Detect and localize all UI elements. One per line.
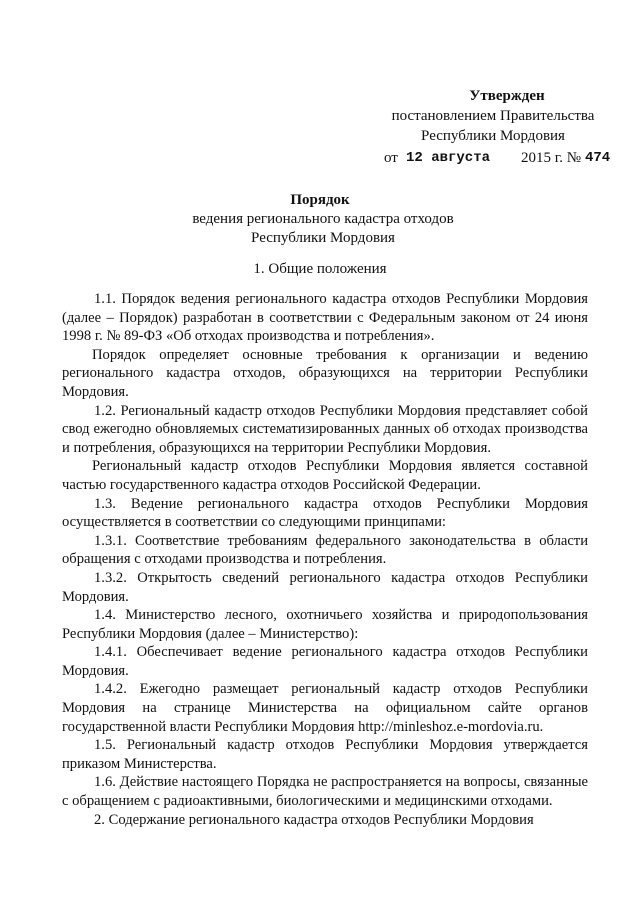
section-1-title: 1. Общие положения (253, 261, 387, 277)
paragraph-1-6: 1.6. Действие настоящего Порядка не распространяется на вопросы, связанные с обращением с радиоактивными, биологическими и медицинскими отходами. (62, 774, 588, 810)
paragraph-1-3-1: 1.3.1. Соответствие требованиям федерального законодательства в области обращения с отходами производства и потребления. (62, 532, 588, 568)
approval-date-day-month: 12 августа (406, 150, 491, 166)
approval-date (378, 148, 611, 170)
paragraph-1-1: 1.1. Порядок ведения регионального кадастра отходов Республики Мордовия (далее – Порядок) разработан в соответствии с Федеральным законом от 24 июня 1998 г. № 89-ФЗ «Об отходах производства и потребления». (62, 291, 588, 345)
approval-line-2: Республики Мордовия (421, 128, 565, 144)
approval-date-year: 2015 г. № (521, 150, 582, 166)
paragraph-1-2: 1.2. Региональный кадастр отходов Республики Мордовия представляет собой свод ежегодно обновляемых систематизированных данных об отходах производства и потребления, образующихся на территории Республики Мордовия. (62, 402, 588, 456)
paragraph-1-3-2: 1.3.2. Открытость сведений регионального кадастра отходов Республики Мордовия. (62, 569, 588, 605)
approval-number: 474 (585, 150, 611, 166)
approval-date-prefix: от (384, 150, 398, 166)
approval-block (378, 86, 611, 170)
paragraph-1-1-b: Порядок определяет основные требования к организации и ведению регионального кадастра отходов, образующихся на территории Республики Мордовия. (62, 346, 588, 400)
document-subtitle-1: ведения регионального кадастра отходов (192, 211, 454, 227)
section-2-title: 2. Содержание регионального кадастра отходов Республики Мордовия (94, 811, 534, 828)
paragraph-1-4-1: 1.4.1. Обеспечивает ведение регионального кадастра отходов Республики Мордовия. (62, 644, 588, 679)
paragraph-1-3: 1.3. Ведение регионального кадастра отходов Республики Мордовия осуществляется в соответствии со следующими принципами: (62, 495, 588, 531)
paragraph-1-4: 1.4. Министерство лесного, охотничьего хозяйства и природопользования Республики Мордовия (далее – Министерство): (62, 607, 588, 642)
paragraph-1-2-b: Региональный кадастр отходов Республики Мордовия является составной частью государственного кадастра отходов Российской Федерации. (62, 458, 588, 493)
document-heading (0, 191, 640, 248)
approval-title: Утвержден (469, 88, 545, 104)
paragraph-1-4-2: 1.4.2. Ежегодно размещает региональный кадастр отходов Республики Мордовия на странице Министерства на официальном сайте органов государственной власти Республики Мордовия http://minleshoz.e-mordovia.ru. (62, 681, 588, 735)
approval-line-1: постановлением Правительства (391, 108, 595, 124)
document-title: Порядок (290, 192, 350, 208)
document-subtitle-2: Республики Мордовия (251, 230, 395, 246)
document-body (62, 290, 588, 829)
paragraph-1-5: 1.5. Региональный кадастр отходов Республики Мордовия утверждается приказом Министерства. (62, 737, 588, 772)
